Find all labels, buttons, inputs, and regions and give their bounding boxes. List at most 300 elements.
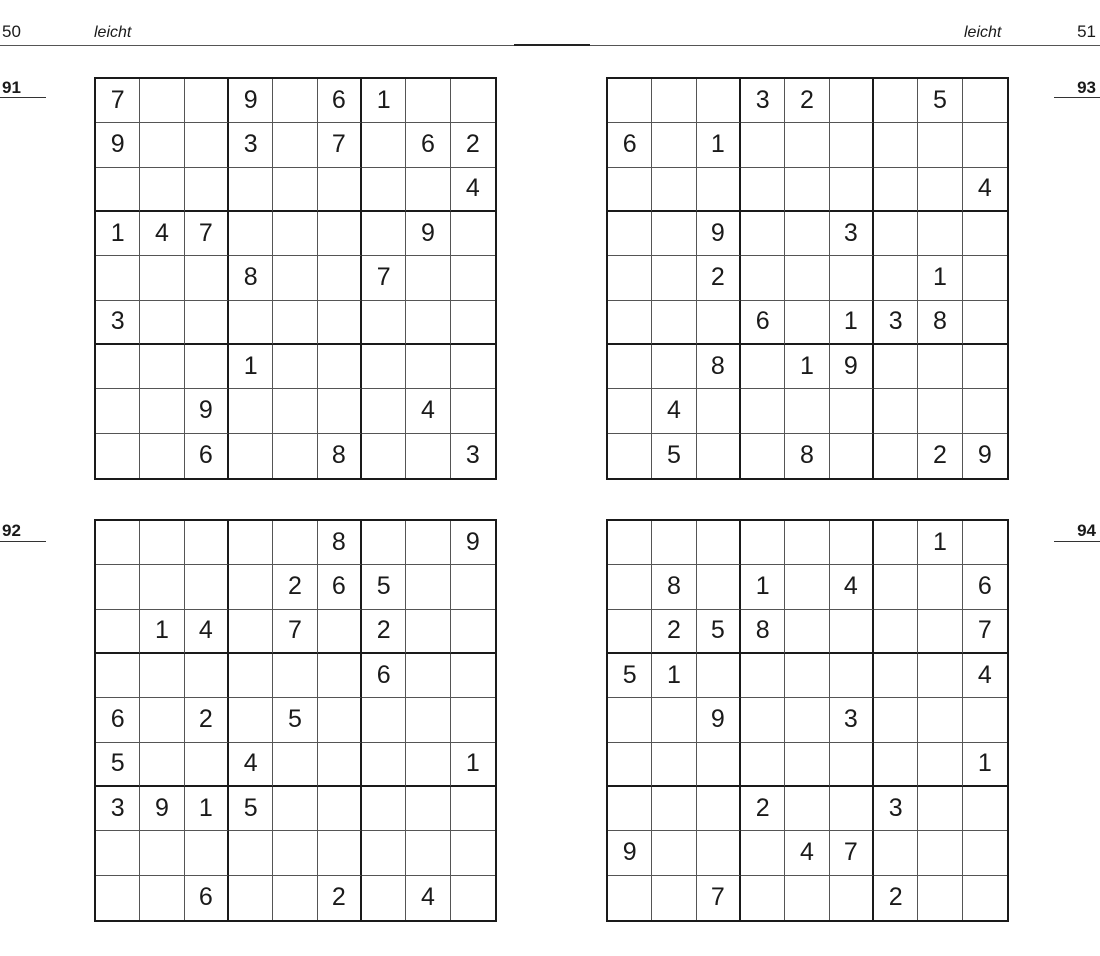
- sudoku-cell: 6: [362, 654, 406, 698]
- sudoku-cell: [697, 565, 741, 609]
- sudoku-cell: [830, 256, 874, 300]
- sudoku-cell: [874, 654, 918, 698]
- sudoku-cell: 7: [830, 831, 874, 875]
- sudoku-cell: 5: [608, 654, 652, 698]
- sudoku-cell: 1: [229, 345, 273, 389]
- sudoku-cell: [185, 743, 229, 787]
- sudoku-cell: [318, 301, 362, 345]
- sudoku-cell: [785, 698, 829, 742]
- sudoku-cell: 4: [140, 212, 184, 256]
- sudoku-cell: [362, 831, 406, 875]
- sudoku-cell: 9: [830, 345, 874, 389]
- sudoku-cell: [652, 168, 696, 212]
- sudoku-cell: [451, 831, 495, 875]
- sudoku-cell: [140, 521, 184, 565]
- sudoku-cell: [608, 79, 652, 123]
- sudoku-cell: 7: [697, 876, 741, 920]
- sudoku-cell: 1: [451, 743, 495, 787]
- sudoku-cell: [229, 565, 273, 609]
- sudoku-cell: [140, 389, 184, 433]
- sudoku-cell: [697, 79, 741, 123]
- sudoku-cell: 6: [318, 79, 362, 123]
- sudoku-cell: 1: [652, 654, 696, 698]
- sudoku-cell: [785, 212, 829, 256]
- sudoku-cell: [406, 79, 450, 123]
- puzzle-number-rule: [0, 97, 46, 98]
- sudoku-cell: 2: [362, 610, 406, 654]
- sudoku-cell: [96, 876, 140, 920]
- sudoku-cell: 7: [318, 123, 362, 167]
- sudoku-cell: [963, 256, 1007, 300]
- sudoku-cell: 9: [977, 441, 992, 470]
- sudoku-cell: [229, 831, 273, 875]
- sudoku-cell: [830, 654, 874, 698]
- sudoku-cell: 7: [185, 212, 229, 256]
- sudoku-cell: [273, 123, 317, 167]
- sudoku-cell: [185, 345, 229, 389]
- sudoku-cell: [185, 79, 229, 123]
- sudoku-cell: [451, 212, 495, 256]
- sudoku-cell: [874, 698, 918, 742]
- sudoku-cell: [652, 123, 696, 167]
- sudoku-cell: [741, 434, 785, 478]
- sudoku-cell: [273, 79, 317, 123]
- sudoku-cell: [273, 212, 317, 256]
- sudoku-cell: 7: [96, 79, 140, 123]
- sudoku-cell: [918, 212, 962, 256]
- sudoku-cell: [229, 168, 273, 212]
- sudoku-cell: [318, 168, 362, 212]
- sudoku-cell: [229, 434, 273, 478]
- sudoku-cell: [96, 434, 140, 478]
- sudoku-cell: [608, 565, 652, 609]
- sudoku-cell: [362, 434, 406, 478]
- sudoku-cell: [96, 831, 140, 875]
- sudoku-cell: [741, 212, 785, 256]
- puzzle-number-rule: [1054, 541, 1100, 542]
- sudoku-cell: [96, 610, 140, 654]
- sudoku-cell: [652, 79, 696, 123]
- sudoku-cell: [318, 212, 362, 256]
- sudoku-cell: [697, 168, 741, 212]
- sudoku-cell: 2: [318, 876, 362, 920]
- sudoku-cell: [229, 610, 273, 654]
- sudoku-cell: [185, 654, 229, 698]
- difficulty-label-right: leicht: [964, 24, 1002, 41]
- sudoku-cell: [608, 787, 652, 831]
- page-number-left: 50: [2, 22, 21, 41]
- sudoku-cell: [362, 301, 406, 345]
- sudoku-cell: [830, 521, 874, 565]
- sudoku-cell: [362, 698, 406, 742]
- sudoku-cell: [406, 434, 450, 478]
- sudoku-cell: [318, 654, 362, 698]
- puzzle-number-92: 92: [2, 521, 21, 540]
- sudoku-cell: 2: [273, 565, 317, 609]
- sudoku-cell: [229, 876, 273, 920]
- sudoku-cell: [229, 698, 273, 742]
- sudoku-grid-91: [94, 77, 497, 480]
- sudoku-cell: 2: [697, 256, 741, 300]
- sudoku-cell: 1: [697, 123, 741, 167]
- sudoku-cell: 4: [406, 876, 450, 920]
- sudoku-cell: [608, 743, 652, 787]
- sudoku-cell: [652, 212, 696, 256]
- sudoku-cell: 8: [697, 345, 741, 389]
- sudoku-cell: 4: [963, 168, 1007, 212]
- sudoku-cell: [451, 256, 495, 300]
- puzzle-number-94: 94: [1077, 521, 1096, 540]
- sudoku-cell: [96, 521, 140, 565]
- sudoku-cell: [273, 876, 317, 920]
- sudoku-cell: 8: [918, 301, 962, 345]
- sudoku-cell: [608, 698, 652, 742]
- sudoku-cell: 1: [918, 256, 962, 300]
- sudoku-cell: [697, 787, 741, 831]
- sudoku-cell: [140, 301, 184, 345]
- sudoku-cell: [741, 123, 785, 167]
- sudoku-cell: 6: [185, 434, 229, 478]
- sudoku-cell: [273, 301, 317, 345]
- sudoku-cell: 4: [406, 389, 450, 433]
- sudoku-cell: 1: [362, 79, 406, 123]
- puzzle-number-91: 91: [2, 78, 21, 97]
- sudoku-cell: [406, 831, 450, 875]
- sudoku-cell: [229, 521, 273, 565]
- sudoku-cell: [918, 698, 962, 742]
- sudoku-cell: 6: [608, 123, 652, 167]
- sudoku-cell: [918, 345, 962, 389]
- sudoku-cell: [874, 434, 918, 478]
- sudoku-cell: [963, 876, 1007, 920]
- sudoku-cell: [96, 345, 140, 389]
- sudoku-cell: [963, 79, 1007, 123]
- sudoku-cell: [830, 876, 874, 920]
- sudoku-cell: 8: [318, 434, 362, 478]
- sudoku-cell: 2: [785, 79, 829, 123]
- sudoku-cell: [608, 212, 652, 256]
- sudoku-cell: [963, 831, 1007, 875]
- sudoku-cell: [608, 168, 652, 212]
- sudoku-cell: 3: [830, 212, 874, 256]
- sudoku-cell: [140, 79, 184, 123]
- sudoku-cell: 5: [697, 610, 741, 654]
- sudoku-cell: 3: [874, 301, 918, 345]
- sudoku-cell: 9: [96, 123, 140, 167]
- sudoku-cell: 5: [273, 698, 317, 742]
- sudoku-cell: 9: [229, 79, 273, 123]
- sudoku-cell: 9: [697, 212, 741, 256]
- sudoku-cell: [608, 610, 652, 654]
- puzzle-number-rule: [1054, 97, 1100, 98]
- sudoku-cell: 6: [406, 123, 450, 167]
- sudoku-cell: [451, 389, 495, 433]
- sudoku-cell: 4: [229, 743, 273, 787]
- sudoku-cell: [185, 831, 229, 875]
- sudoku-cell: [785, 876, 829, 920]
- sudoku-cell: 8: [741, 610, 785, 654]
- sudoku-cell: 1: [185, 787, 229, 831]
- sudoku-cell: [608, 389, 652, 433]
- sudoku-cell: [406, 787, 450, 831]
- sudoku-cell: [406, 743, 450, 787]
- sudoku-cell: [697, 743, 741, 787]
- sudoku-cell: [451, 610, 495, 654]
- sudoku-cell: [318, 831, 362, 875]
- puzzle-number-93: 93: [1077, 78, 1096, 97]
- sudoku-cell: [652, 301, 696, 345]
- sudoku-cell: [741, 654, 785, 698]
- sudoku-grid-92: [94, 519, 497, 922]
- sudoku-cell: 6: [741, 301, 785, 345]
- center-fold-mark: [514, 44, 590, 46]
- sudoku-grid-93: [606, 77, 1009, 480]
- sudoku-cell: [406, 168, 450, 212]
- sudoku-cell: [741, 168, 785, 212]
- sudoku-cell: [785, 256, 829, 300]
- sudoku-cell: [229, 389, 273, 433]
- sudoku-cell: [652, 345, 696, 389]
- sudoku-cell: [318, 743, 362, 787]
- sudoku-cell: [451, 787, 495, 831]
- sudoku-cell: [406, 521, 450, 565]
- sudoku-cell: [140, 831, 184, 875]
- sudoku-cell: 4: [652, 389, 696, 433]
- sudoku-cell: 1: [785, 345, 829, 389]
- sudoku-cell: 8: [229, 256, 273, 300]
- sudoku-cell: [697, 389, 741, 433]
- sudoku-cell: 2: [874, 876, 918, 920]
- sudoku-cell: [185, 521, 229, 565]
- sudoku-cell: [785, 654, 829, 698]
- sudoku-cell: [741, 743, 785, 787]
- sudoku-cell: [96, 168, 140, 212]
- sudoku-cell: [406, 698, 450, 742]
- header-rule-left: [0, 45, 514, 46]
- header-rule-right: [590, 45, 1100, 46]
- sudoku-cell: [741, 876, 785, 920]
- sudoku-cell: 3: [96, 301, 140, 345]
- sudoku-cell: [785, 787, 829, 831]
- sudoku-cell: [140, 345, 184, 389]
- sudoku-cell: [362, 123, 406, 167]
- sudoku-cell: [318, 787, 362, 831]
- sudoku-cell: [918, 876, 962, 920]
- sudoku-cell: [830, 610, 874, 654]
- sudoku-cell: 9: [697, 698, 741, 742]
- sudoku-cell: [830, 743, 874, 787]
- sudoku-cell: 3: [830, 698, 874, 742]
- sudoku-cell: [830, 123, 874, 167]
- sudoku-cell: [874, 345, 918, 389]
- sudoku-cell: 8: [785, 434, 829, 478]
- sudoku-cell: 6: [318, 565, 362, 609]
- sudoku-cell: [918, 565, 962, 609]
- sudoku-cell: [362, 876, 406, 920]
- sudoku-cell: [785, 521, 829, 565]
- sudoku-cell: [963, 123, 1007, 167]
- sudoku-cell: 2: [652, 610, 696, 654]
- sudoku-cell: [96, 565, 140, 609]
- sudoku-cell: [785, 610, 829, 654]
- sudoku-cell: 1: [830, 301, 874, 345]
- sudoku-cell: [406, 301, 450, 345]
- sudoku-cell: 6: [185, 876, 229, 920]
- sudoku-cell: [451, 79, 495, 123]
- sudoku-cell: 6: [96, 698, 140, 742]
- sudoku-cell: [140, 876, 184, 920]
- sudoku-cell: 8: [318, 521, 362, 565]
- sudoku-cell: 3: [229, 123, 273, 167]
- sudoku-cell: [185, 168, 229, 212]
- sudoku-cell: [697, 831, 741, 875]
- sudoku-cell: [185, 301, 229, 345]
- sudoku-cell: [140, 654, 184, 698]
- sudoku-cell: 7: [362, 256, 406, 300]
- sudoku-cell: [785, 123, 829, 167]
- sudoku-cell: [874, 521, 918, 565]
- sudoku-cell: [362, 168, 406, 212]
- sudoku-cell: [318, 698, 362, 742]
- sudoku-cell: [451, 301, 495, 345]
- sudoku-cell: [874, 256, 918, 300]
- sudoku-cell: [830, 168, 874, 212]
- sudoku-cell: [273, 831, 317, 875]
- sudoku-cell: 9: [608, 831, 652, 875]
- sudoku-cell: [451, 698, 495, 742]
- sudoku-cell: [451, 654, 495, 698]
- sudoku-cell: [652, 698, 696, 742]
- puzzle-number-rule: [0, 541, 46, 542]
- sudoku-grid-94: [606, 519, 1009, 922]
- sudoku-cell: [406, 256, 450, 300]
- sudoku-cell: [318, 389, 362, 433]
- sudoku-cell: 4: [451, 168, 495, 212]
- sudoku-cell: 5: [96, 743, 140, 787]
- sudoku-cell: 5: [229, 787, 273, 831]
- sudoku-cell: [406, 565, 450, 609]
- sudoku-cell: 2: [451, 123, 495, 167]
- sudoku-cell: [140, 743, 184, 787]
- sudoku-cell: [741, 256, 785, 300]
- sudoku-cell: [918, 389, 962, 433]
- sudoku-cell: [741, 521, 785, 565]
- sudoku-cell: [273, 521, 317, 565]
- sudoku-cell: [362, 389, 406, 433]
- sudoku-cell: [273, 434, 317, 478]
- sudoku-cell: [697, 654, 741, 698]
- sudoku-cell: [608, 434, 652, 478]
- sudoku-cell: [830, 787, 874, 831]
- sudoku-cell: [140, 123, 184, 167]
- sudoku-cell: [362, 521, 406, 565]
- sudoku-cell: [652, 256, 696, 300]
- sudoku-cell: 4: [963, 654, 1007, 698]
- sudoku-cell: 9: [185, 389, 229, 433]
- sudoku-cell: [406, 345, 450, 389]
- sudoku-cell: [874, 168, 918, 212]
- sudoku-cell: [918, 610, 962, 654]
- sudoku-cell: [785, 168, 829, 212]
- sudoku-cell: [96, 256, 140, 300]
- sudoku-cell: 7: [273, 610, 317, 654]
- sudoku-cell: [273, 743, 317, 787]
- sudoku-cell: [652, 787, 696, 831]
- sudoku-cell: 1: [96, 212, 140, 256]
- sudoku-cell: [785, 301, 829, 345]
- sudoku-cell: [451, 876, 495, 920]
- sudoku-cell: 3: [741, 79, 785, 123]
- sudoku-cell: 3: [96, 787, 140, 831]
- sudoku-cell: [963, 787, 1007, 831]
- sudoku-cell: 5: [652, 434, 696, 478]
- sudoku-cell: 4: [185, 610, 229, 654]
- sudoku-cell: 3: [465, 441, 480, 470]
- sudoku-cell: [185, 123, 229, 167]
- sudoku-cell: [229, 212, 273, 256]
- sudoku-cell: 2: [741, 787, 785, 831]
- sudoku-cell: [697, 434, 741, 478]
- sudoku-cell: [785, 565, 829, 609]
- sudoku-cell: [273, 168, 317, 212]
- sudoku-cell: 7: [963, 610, 1007, 654]
- sudoku-cell: [874, 389, 918, 433]
- sudoku-cell: [185, 256, 229, 300]
- sudoku-cell: [608, 521, 652, 565]
- sudoku-cell: 2: [185, 698, 229, 742]
- sudoku-cell: [741, 345, 785, 389]
- sudoku-cell: [273, 256, 317, 300]
- sudoku-cell: [830, 79, 874, 123]
- sudoku-cell: [741, 698, 785, 742]
- sudoku-cell: [652, 743, 696, 787]
- sudoku-cell: [963, 301, 1007, 345]
- sudoku-cell: [362, 212, 406, 256]
- sudoku-cell: 1: [140, 610, 184, 654]
- sudoku-cell: [608, 301, 652, 345]
- sudoku-cell: [229, 654, 273, 698]
- sudoku-cell: [608, 876, 652, 920]
- sudoku-cell: [140, 256, 184, 300]
- sudoku-cell: [140, 168, 184, 212]
- sudoku-cell: [96, 389, 140, 433]
- page-number-right: 51: [1077, 22, 1096, 41]
- sudoku-cell: [406, 610, 450, 654]
- sudoku-cell: [273, 654, 317, 698]
- sudoku-cell: [406, 654, 450, 698]
- sudoku-cell: 2: [918, 434, 962, 478]
- sudoku-cell: 9: [451, 521, 495, 565]
- sudoku-cell: [652, 521, 696, 565]
- sudoku-cell: [451, 565, 495, 609]
- sudoku-cell: [918, 787, 962, 831]
- sudoku-cell: [963, 389, 1007, 433]
- sudoku-cell: [874, 743, 918, 787]
- sudoku-cell: [874, 565, 918, 609]
- sudoku-cell: [918, 654, 962, 698]
- sudoku-cell: [318, 345, 362, 389]
- sudoku-cell: 4: [785, 831, 829, 875]
- sudoku-cell: [140, 698, 184, 742]
- sudoku-cell: [963, 345, 1007, 389]
- sudoku-cell: 3: [874, 787, 918, 831]
- sudoku-cell: [785, 743, 829, 787]
- sudoku-cell: [362, 787, 406, 831]
- sudoku-cell: 5: [362, 565, 406, 609]
- sudoku-cell: [830, 389, 874, 433]
- sudoku-cell: [918, 168, 962, 212]
- difficulty-label-left: leicht: [94, 24, 132, 41]
